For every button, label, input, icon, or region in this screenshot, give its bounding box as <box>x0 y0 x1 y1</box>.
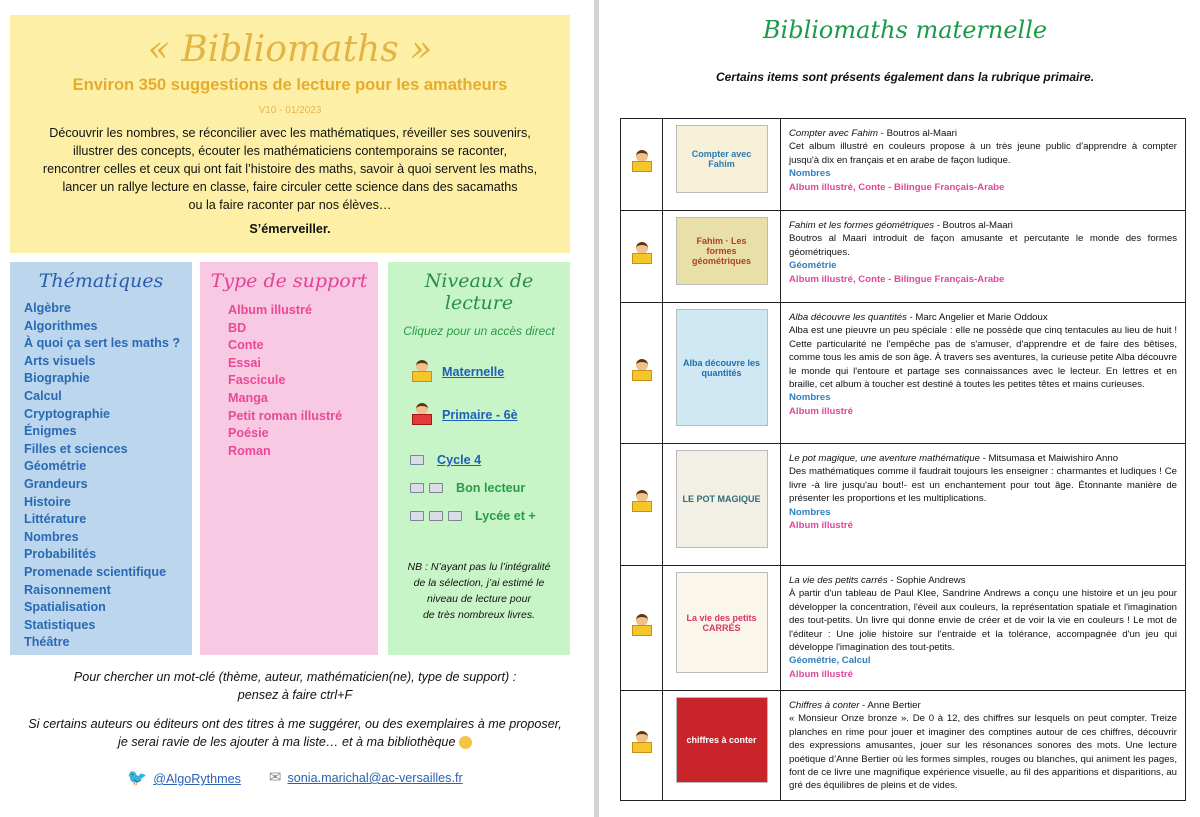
cover-cell <box>663 119 781 211</box>
support-item[interactable]: Conte <box>228 338 264 353</box>
book-icon <box>448 511 462 521</box>
book-details <box>781 303 1186 444</box>
theme-item[interactable]: Énigmes <box>24 424 77 439</box>
book-details <box>781 119 1186 211</box>
intro-box <box>10 15 570 253</box>
theme-item[interactable]: Spatialisation <box>24 600 106 615</box>
book-description: « Monsieur Onze bronze ». De 0 à 12, des chiffres sur lesquels on peut compter. Treize planches en rime pour jouer et imaginer des comptines autour de ces chiffres, découvrir des expressions amusantes, jouer sur les résonances sonores des mots. Une lecture poétique d’Anne Bertier où les formes simples, rouges ou blanches, qui animent les pages, font de ce livre une magnifique expérience visuelle, au fil des apparitions et disparitions, au gré des équilibres de pleins et de vides. <box>789 713 1177 792</box>
book-row <box>621 566 1186 691</box>
book-icon <box>429 511 443 521</box>
note-line: NB : N’ayant pas lu l’intégralité <box>407 561 551 573</box>
theme-item[interactable]: Cryptographie <box>24 406 111 421</box>
book-title: Fahim et les formes géométriques <box>789 220 935 231</box>
support-item[interactable]: Manga <box>228 390 268 405</box>
search-tip: pensez à faire ctrl+F <box>237 688 353 702</box>
theme-item[interactable]: Statistiques <box>24 617 96 632</box>
book-support: Album illustré, Conte - Bilingue Français-Arabe <box>789 273 1005 285</box>
book-cover-image: chiffres à conter <box>676 697 768 783</box>
desc-line: illustrer des concepts, écouter les mathématiciens contemporains se raconter, <box>73 144 507 158</box>
cover-cell <box>663 566 781 691</box>
levels-hint: Cliquez pour un accès direct <box>403 324 555 338</box>
note-line: de la sélection, j’ai estimé le <box>413 577 545 589</box>
book-author: - Boutros al-Maari <box>878 128 957 139</box>
book-row <box>621 211 1186 303</box>
book-description: Boutros al Maari introduit de façon amusante et percutante le monde des formes géométriques. <box>789 233 1177 258</box>
suggest-note: je serai ravie de les ajouter à ma liste… et à ma bibliothèque <box>118 735 456 749</box>
supports-heading: Type de support <box>210 270 368 292</box>
theme-item[interactable]: Algèbre <box>24 301 71 315</box>
book-details <box>781 691 1186 801</box>
level-bon-lecteur <box>410 474 570 502</box>
level-cycle4[interactable] <box>410 446 570 474</box>
section-title: Bibliomaths maternelle <box>762 16 1048 44</box>
wink-emoji-icon <box>459 736 472 749</box>
book-heading <box>789 699 1177 712</box>
twitter-bird-icon: 🐦 <box>127 770 148 787</box>
themes-panel <box>10 262 192 655</box>
girl-reading-icon <box>630 488 654 516</box>
book-title: Compter avec Fahim <box>789 128 879 139</box>
themes-heading: Thématiques <box>38 270 164 292</box>
main-title: « Bibliomaths » <box>147 29 433 70</box>
cover-cell <box>663 444 781 566</box>
themes-list <box>10 300 192 652</box>
book-description: Des mathématiques comme il faudrait toujours les enseigner : charmantes et ludiques ! Ce livre -à lire jusqu'au bout!- est un enchantement pour tout âge. Étonnante manière de présenter les proportions et les multiplications. <box>789 466 1177 505</box>
note-line: niveau de lecture pour <box>427 593 531 605</box>
support-item[interactable]: Roman <box>228 443 271 458</box>
book-support: Album illustré <box>789 520 853 532</box>
book-title: La vie des petits carrés <box>789 575 888 586</box>
theme-item[interactable]: Arts visuels <box>24 353 96 368</box>
supports-panel <box>200 262 378 655</box>
support-item[interactable]: Essai <box>228 355 261 370</box>
book-title: Le pot magique, une aventure mathématique <box>789 453 980 464</box>
book-heading <box>789 452 1177 465</box>
book-table <box>620 118 1186 801</box>
book-details <box>781 211 1186 303</box>
book-cover-image: Alba découvre les quantités <box>676 309 768 426</box>
book-row <box>621 444 1186 566</box>
note-line: de très nombreux livres. <box>422 609 536 621</box>
desc-line: ou la faire raconter par nos élèves… <box>188 198 392 212</box>
support-item[interactable]: Poésie <box>228 426 269 441</box>
book-row <box>621 691 1186 801</box>
cover-cell <box>663 691 781 801</box>
twitter-link[interactable]: @AlgoRythmes <box>153 772 241 786</box>
book-icon <box>429 483 443 493</box>
level-link[interactable]: Cycle 4 <box>437 453 482 467</box>
levels-panel <box>388 262 570 655</box>
theme-item[interactable]: Promenade scientifique <box>24 564 167 579</box>
book-title: Chiffres à conter <box>789 700 860 711</box>
book-title: Alba découvre les quantités <box>789 312 907 323</box>
supports-list <box>200 302 378 460</box>
desc-line: Découvrir les nombres, se réconcilier avec les mathématiques, réveiller ses souvenirs, <box>49 126 531 140</box>
book-row <box>621 119 1186 211</box>
version: V10 - 01/2023 <box>258 105 322 116</box>
book-heading <box>789 311 1177 324</box>
book-cover-image: LE POT MAGIQUE <box>676 450 768 548</box>
level-cell <box>621 119 663 211</box>
page-divider <box>594 0 599 817</box>
suggest-note: Si certains auteurs ou éditeurs ont des titres à me suggérer, ou des exemplaires à me proposer, <box>28 717 562 731</box>
theme-item[interactable]: Biographie <box>24 371 90 386</box>
level-lycee <box>410 502 570 530</box>
support-item[interactable]: BD <box>228 320 247 335</box>
level-label: Bon lecteur <box>456 481 526 495</box>
book-description: À partir d'un tableau de Paul Klee, Sandrine Andrews a conçu une histoire et un jeu pour développer la concentration, l'éveil aux couleurs, la représentation spatiale et l'imagination des tout-petits. Un livre qui donne envie de créer et de voir la vie en couleurs ! Le mot de l'éditeur : Une jolie histoire sur l'entraide et la tolérance, accompagnée d'un jeu qui développe l'imagination des tout-petits. <box>789 588 1177 654</box>
subtitle: Environ 350 suggestions de lecture pour les amatheurs <box>72 76 508 94</box>
book-theme: Nombres <box>789 168 831 180</box>
book-theme: Géométrie <box>789 260 837 272</box>
girl-reading-icon <box>630 357 654 385</box>
book-author: - Sophie Andrews <box>887 575 966 586</box>
cover-cell <box>663 211 781 303</box>
book-cover-image: La vie des petits CARRÉS <box>676 572 768 673</box>
theme-item[interactable]: Théâtre <box>24 635 70 650</box>
envelope-icon: ✉ <box>268 769 282 786</box>
level-maternelle[interactable] <box>410 352 570 392</box>
support-item[interactable]: Album illustré <box>228 303 312 317</box>
book-icon <box>410 483 424 493</box>
book-support: Album illustré <box>789 668 853 680</box>
support-item[interactable]: Petit roman illustré <box>228 408 343 423</box>
theme-item[interactable]: Nombres <box>24 529 79 544</box>
level-link[interactable]: Maternelle <box>442 365 505 379</box>
desc-line: rencontrer celles et ceux qui ont fait l’histoire des maths, savoir à quoi servent les maths, <box>42 162 538 176</box>
book-author: - Mitsumasa et Maiwishiro Anno <box>979 453 1119 464</box>
girl-reading-icon <box>630 729 654 757</box>
email-link[interactable]: sonia.marichal@ac-versailles.fr <box>287 771 463 785</box>
girl-reading-icon <box>630 148 654 176</box>
book-cover-image: Fahim · Les formes géométriques <box>676 217 768 285</box>
book-theme: Nombres <box>789 506 831 518</box>
book-author: - Boutros al-Maari <box>934 220 1013 231</box>
footer-notes <box>0 668 590 762</box>
girl-reading-icon <box>630 612 654 640</box>
book-support: Album illustré <box>789 405 853 417</box>
contacts <box>0 768 590 788</box>
book-icon <box>410 455 424 465</box>
theme-item[interactable]: Raisonnement <box>24 582 111 597</box>
book-icon <box>410 511 424 521</box>
book-author: - Anne Bertier <box>859 700 921 711</box>
book-heading <box>789 127 1177 140</box>
book-theme: Nombres <box>789 392 831 404</box>
level-cell <box>621 691 663 801</box>
level-primaire[interactable] <box>410 392 570 438</box>
theme-item[interactable]: Histoire <box>24 494 71 509</box>
book-details <box>781 444 1186 566</box>
book-support: Album illustré, Conte - Bilingue Français-Arabe <box>789 181 1005 193</box>
theme-item[interactable]: Littérature <box>24 512 87 527</box>
book-cover-image: Compter avec Fahim <box>676 125 768 193</box>
level-cell <box>621 211 663 303</box>
support-item[interactable]: Fascicule <box>228 373 286 388</box>
tagline: S’émerveiller. <box>249 222 331 236</box>
levels-heading: Niveaux de lecture <box>424 270 534 314</box>
level-cell <box>621 566 663 691</box>
book-description: Cet album illustré en couleurs propose à un très jeune public d'apprendre à compter jusqu'à dix en français et en arabe de façon ludique. <box>789 141 1177 166</box>
girl-with-red-book-icon <box>410 401 434 429</box>
cover-cell <box>663 303 781 444</box>
level-label: Lycée et + <box>475 509 536 523</box>
girl-reading-icon <box>410 358 434 386</box>
description <box>10 124 570 214</box>
desc-line: lancer un rallye lecture en classe, faire circuler cette science dans des sacamaths <box>62 180 518 194</box>
girl-reading-icon <box>630 240 654 268</box>
theme-item[interactable]: Calcul <box>24 388 62 403</box>
book-author: - Marc Angelier et Marie Oddoux <box>906 312 1048 323</box>
theme-item[interactable]: Filles et sciences <box>24 441 128 456</box>
book-heading <box>789 219 1177 232</box>
book-description: Alba est une pieuvre un peu spéciale : elle ne possède que cinq tentacules au lieu de huit ! Cette particularité ne l'empêche pas de s'amuser, d'apprendre et de faire des bêtises, comme tous les amis de son âge. À travers ses aventures, la curieuse petite Alba découvre le monde qui l'entoure et partage ses connaissances avec le lecteur. En lettres et en braille, cet album à toucher est destiné à toutes les petites têtes et mains curieuses. <box>789 325 1177 391</box>
theme-item[interactable]: Probabilités <box>24 547 97 562</box>
theme-item[interactable]: Géométrie <box>24 459 87 474</box>
theme-item[interactable]: À quoi ça sert les maths ? <box>24 336 181 351</box>
book-heading <box>789 574 1177 587</box>
search-tip: Pour chercher un mot-clé (thème, auteur, mathématicien(ne), type de support) : <box>73 670 517 684</box>
book-details <box>781 566 1186 691</box>
level-cell <box>621 444 663 566</box>
book-theme: Géométrie, Calcul <box>789 655 871 667</box>
levels-note <box>388 559 570 623</box>
level-cell <box>621 303 663 444</box>
theme-item[interactable]: Grandeurs <box>24 476 88 491</box>
section-subtitle: Certains items sont présents également dans la rubrique primaire. <box>715 70 1095 84</box>
theme-item[interactable]: Algorithmes <box>24 318 98 333</box>
book-row <box>621 303 1186 444</box>
level-link[interactable]: Primaire - 6è <box>442 408 518 422</box>
